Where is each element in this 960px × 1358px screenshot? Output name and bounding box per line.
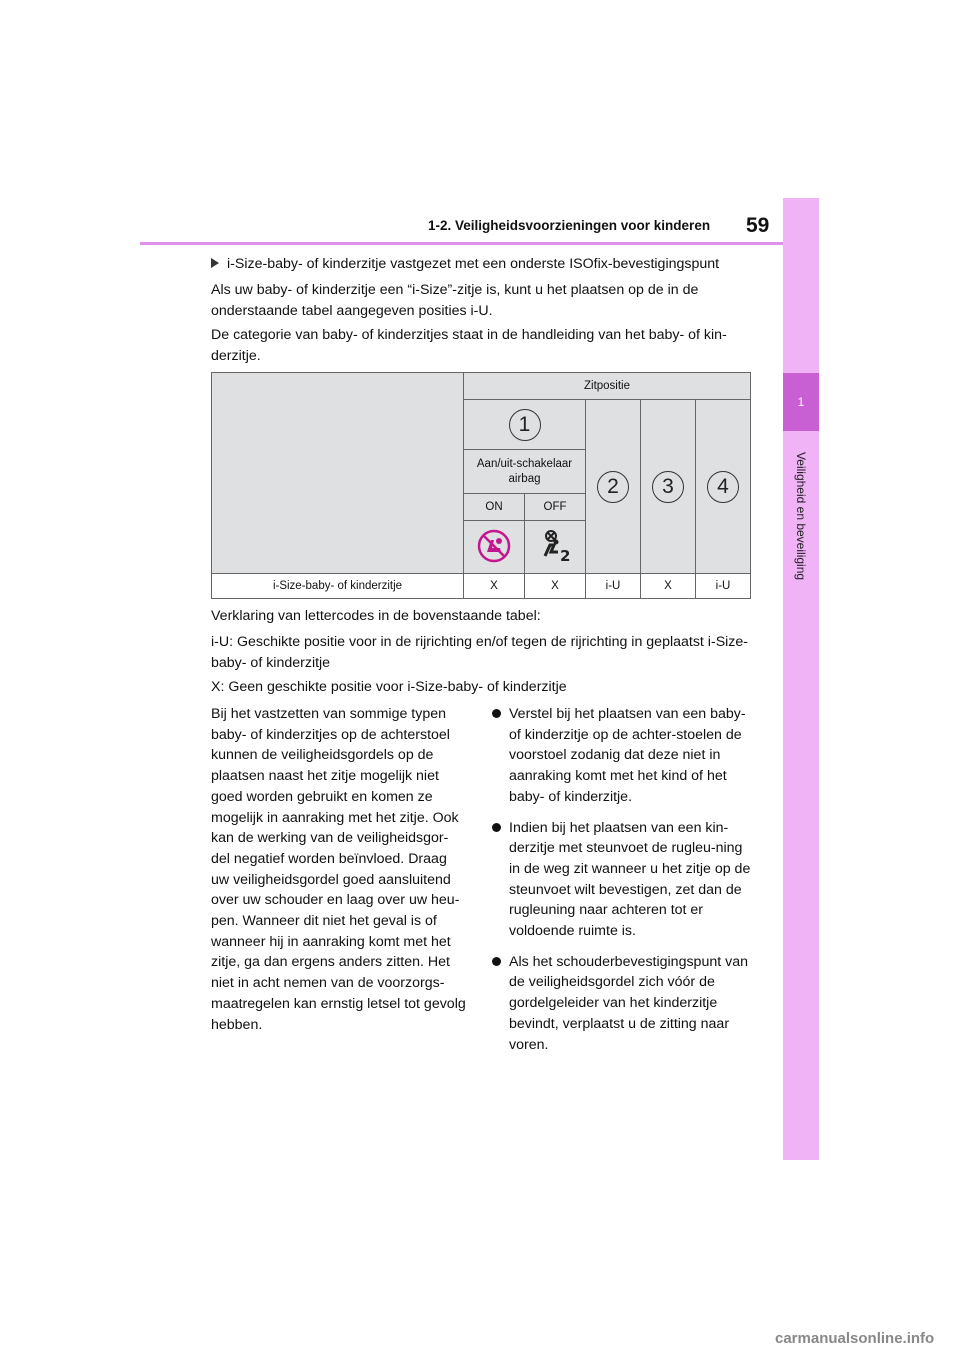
- svg-text:2: 2: [560, 546, 571, 564]
- list-item-text: Als het schouderbevestigingspunt van de veiligheidsgordel zich vóór de gordelgeleider van het kinderzitje bevindt, verplaatst u de zitting naar voren.: [509, 953, 748, 1053]
- legend-x: X: Geen geschikte positie voor i-Size-baby- of kinderzitje: [211, 679, 567, 695]
- bullet-dot-icon: [492, 957, 501, 966]
- position-3-cell: [641, 400, 696, 574]
- page-number: 59: [746, 214, 770, 237]
- table-header-seat-position: Zitpositie: [464, 373, 751, 400]
- airbag-off-icon-cell: [525, 521, 586, 574]
- triangle-bullet-icon: [211, 258, 219, 268]
- chapter-number-badge: 1: [783, 373, 819, 431]
- intro-paragraph-2: De categorie van baby- of kinderzitjes staat in de handleiding van het baby- of kin-derzitje.: [211, 327, 727, 364]
- position-4-icon: 4: [707, 471, 739, 503]
- airbag-on-icon-cell: [464, 521, 525, 574]
- chapter-label: Veiligheid en beveiliging: [794, 451, 808, 581]
- row-value-4: X: [641, 574, 696, 599]
- legend-iu: i-U: Geschikte positie voor in de rijrichting en/of tegen de rijrichting in geplaatst i-Size-baby- of kinderzitje: [211, 634, 749, 671]
- list-item-text: Indien bij het plaatsen van een kin-derzitje met steunvoet de rugleu-ning in de weg zit wanneer u het zitje op de steunvoet wilt bevestigen, zet dan de rugleuning naar achteren tot er voldoende ruimte is.: [509, 819, 751, 940]
- row-value-5: i-U: [696, 574, 751, 599]
- watermark: carmanualsonline.info: [775, 1330, 935, 1347]
- intro-heading: [211, 254, 751, 275]
- position-4-cell: [696, 400, 751, 574]
- position-2-cell: [586, 400, 641, 574]
- passenger-airbag-off-icon: [537, 528, 573, 564]
- intro-heading-text: i-Size-baby- of kinderzitje vastgezet met een onderste ISOfix-bevestigingspunt: [227, 256, 720, 272]
- header-rule: [140, 242, 783, 245]
- position-2-icon: 2: [597, 471, 629, 503]
- list-item: [492, 952, 754, 1056]
- position-3-icon: 3: [652, 471, 684, 503]
- switch-off-label: OFF: [525, 494, 586, 521]
- no-child-seat-airbag-icon: [477, 529, 511, 563]
- legend-intro: Verklaring van lettercodes in de bovenstaande tabel:: [211, 608, 541, 624]
- list-item: [492, 704, 754, 808]
- bullet-dot-icon: [492, 823, 501, 832]
- list-item: [492, 818, 754, 942]
- chapter-side-tab: [783, 198, 819, 1160]
- bullet-dot-icon: [492, 709, 501, 718]
- warning-left-column: Bij het vastzetten van sommige typen baby- of kinderzitjes op de achterstoel kunnen de veiligheidsgordels op de plaatsen naast het zitje mogelijk niet goed worden gebruikt en komen ze mogelijk in aanraking met het zitje. Ook kan de werking van de veiligheidsgor-del negatief worden beïnvloed. Draag uw veiligheidsgordel goed aansluitend over uw schouder en laag over uw heu-pen. Wanneer dit niet het geval is of wanneer hij in aanraking komt met het zitje, ga dan ergens anders zitten. Het niet in acht nemen van de voorzorgs-maatregelen kan ernstig letsel tot gevolg hebben.: [211, 706, 466, 1033]
- row-label: i-Size-baby- of kinderzitje: [212, 574, 464, 599]
- section-title: 1-2. Veiligheidsvoorzieningen voor kinderen: [428, 218, 711, 233]
- row-value-1: X: [464, 574, 525, 599]
- seat-position-table: [211, 372, 751, 599]
- warning-right-column: [492, 704, 754, 1065]
- row-value-2: X: [525, 574, 586, 599]
- row-value-3: i-U: [586, 574, 641, 599]
- table-corner-cell: [212, 373, 464, 574]
- position-1-cell: [464, 400, 586, 450]
- list-item-text: Verstel bij het plaatsen van een baby- of kinderzitje op de achter-stoelen de voorstoel zodanig dat deze niet in aanraking komt met het kind of het baby- of kinderzitje.: [509, 706, 746, 805]
- position-1-icon: 1: [509, 409, 541, 441]
- airbag-switch-label: Aan/uit-schakelaar airbag: [464, 450, 586, 494]
- intro-paragraph-1: Als uw baby- of kinderzitje een “i-Size”-zitje is, kunt u het plaatsen op de in de onderstaande tabel aangegeven posities i-U.: [211, 282, 699, 319]
- switch-on-label: ON: [464, 494, 525, 521]
